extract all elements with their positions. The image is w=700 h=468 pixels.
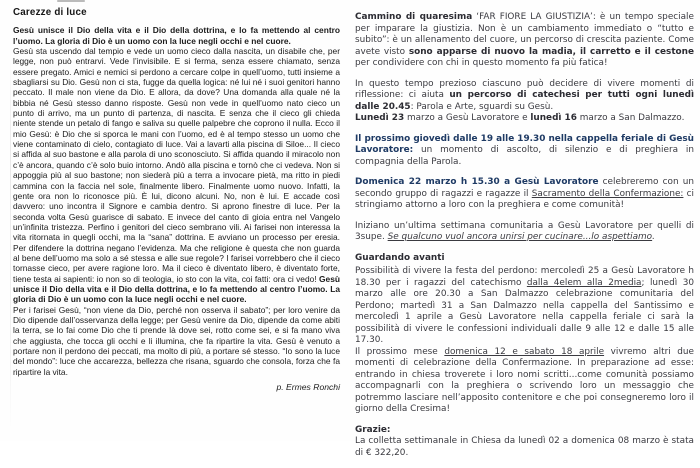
body-paragraph [13, 46, 340, 305]
left-column-article [13, 8, 340, 392]
confermazione-paragraph [355, 177, 694, 212]
text-run: lunedì 16 [530, 113, 577, 123]
right-column-announcements [355, 12, 694, 468]
text-run: In questo tempo prezioso ciascuno può decidere di vivere momenti di riflessione: ci aiuta [355, 78, 694, 100]
article-signature: p. Ermes Ronchi [276, 382, 340, 393]
text-run: Domenica 22 marzo h 15.30 a Gesù Lavoratore [355, 177, 599, 187]
article-body [13, 25, 340, 377]
text-run: Cammino di quaresima [355, 12, 473, 22]
giovedi-cappella-paragraph [355, 134, 694, 169]
text-run: marzo a San Dalmazzo. [576, 113, 685, 123]
text-run: : Parola e Arte, sguardi su Gesù. [410, 101, 554, 112]
text-run: Lunedì 23 [355, 113, 405, 123]
text-run: Il prossimo giovedì dalle 19 alle 19.30 nella cappella feriale di Gesù Lavoratore: [355, 133, 694, 155]
text-run: Gesù sta uscendo dal tempio e vede un uomo cieco dalla nascita, un disabile che, per legge, non può entrarvi. Vede l’invisibile. E si ferma, senza essere chiamato, senza essere pregato. Amici e nemici si perdono a cercare colpe in quell’uomo, tutti insieme a sbagliarsi su Dio. Gesù non ci sta, fugge da quella logica: né lui né i suoi genitori hanno peccato. Il male non viene da Dio. E allora, da dove? Una domanda alla quale né la bibbia né Gesù stesso danno risposte. Gesù non vede in quell’uomo nato cieco un punto di arrivo, ma un punto di partenza, di nascita. E senza che il cieco gli chieda niente stende un petalo di fango e saliva su quelle palpebre che coprono il nulla. Ecco il mio Gesù: è Dio che si sporca le mani con l’uomo, ed è al tempo stesso un uomo che viene contaminato di cielo, contagiato di luce. Vai a lavarti alla piscina di Siloe... Il cieco si affida al suo bastone e alla parola di uno sconosciuto. Si affida quando il miracolo non c’è ancora, quando c’è solo buio intorno. Andò alla piscina e tornò che ci vedeva. Non si appoggia più al suo bastone; non siederà più a terra a invocare pietà, ma ritto in piedi cammina con la faccia nel sole, finalmente libero. Finalmente uomo nuovo. Infatti, la gente ora non lo riconosce più. È lui, dicono alcuni. No, non è lui. E accade così davvero: uno incontra il Signore e cambia dentro. Si aprono finestre di luce. Per la seconda volta Gesù guarisce di sabato. E invece del canto di gioia entra nel Vangelo un’infinita tristezza. Perfino i genitori del cieco sembrano vili. Ai farisei non interessa la vita ritornata in quegli occhi, ma la “sana” dottrina. E avviano un processo per eresia. Per difendere la dottrina negano l’evidenza. Ma che religione è questa che non guarda al bene dell’uomo ma solo a sé stessa e alle sue regole? I farisei vorrebbero che il cieco tornasse cieco, per avere ragione loro. Ma il cieco è diventato libero, è diventato forte, tiene testa ai sapienti: io non so di teologia, io sto con la vita, coi fatti: ora ci vedo! [13, 46, 340, 284]
text-run: Iniziano un’ultima settimana comunitaria a Gesù Lavoratore per quelli di 3supe. [355, 220, 694, 242]
text-run: per condividere con chi in questo momento fa più fatica! [355, 58, 608, 68]
lead-bold-paragraph [13, 25, 340, 46]
scan-smudge-artifact [57, 0, 85, 2]
article-title: Carezze di luce [13, 7, 87, 18]
text-run: Sacramento della Confermazione: [531, 188, 684, 199]
text-run: un percorso di catechesi per tutti ogni lunedì dalle 20.45 [355, 90, 695, 112]
festa-del-perdono-paragraph [355, 266, 694, 416]
text-run: domenica 12 e sabato 18 aprile [444, 346, 605, 357]
text-run: Il prossimo mese [355, 346, 445, 357]
cammino-di-quaresima-paragraph [355, 12, 694, 70]
text-run: Guardando avanti [355, 252, 445, 263]
text-run: ‘FAR FIORE LA GIUSTIZIA’: è un tempo speciale per imparare la giustizia. Non è un cambiamento immediato o “tutto e subito”: è un allenamento del cuore, un percorso di crescita paziente. Come avete visto [355, 12, 694, 57]
text-run: Gesù unisce il Dio della vita e il Dio della dottrina, e lo fa mettendo al centro l’uomo. La gloria di Dio è un uomo con la luce negli occhi e nel cuore. [13, 25, 340, 46]
text-run: . [652, 232, 655, 242]
text-run: dalla 4elem alla 2media [526, 277, 642, 288]
closing-paragraph [13, 305, 340, 377]
text-run: un momento di ascolto, di silenzio e di preghiera in compagnia della Parola. [355, 145, 694, 167]
text-run: Grazie: [355, 424, 391, 435]
scan-fold-line [10, 55, 11, 435]
text-run: ci stringiamo attorno a loro con la preghiera e come comunità! [355, 188, 695, 210]
guardando-avanti-heading [355, 253, 694, 265]
text-run: La colletta settimanale in Chiesa da lunedì 02 a domenica 08 marzo è stata di € 322,20. [355, 436, 694, 458]
text-run: ; lunedì 30 marzo alle ore 20.30 a San Dalmazzo celebrazione comunitaria del Perdono; martedì 31 a San Dalmazzo nella cappella del Santissimo e mercoledì 1 aprile a Gesù Lavoratore nella cappella feriale ci sarà la possibilità di vivere le confessioni individuali dalle 9 alle 12 e dalle 15 alle 17.30. [355, 277, 694, 345]
announcements-body [355, 12, 694, 459]
text-run: Se qualcuno vuol ancora unirsi per cucinare...lo aspettiamo [387, 232, 653, 242]
text-run: Per i farisei Gesù, “non viene da Dio, perché non osserva il sabato”; per loro venire da Dio dipende dall’osservanza della legge; per Gesù venire da Dio, dipende da come abiti la terra, se lo fai come Dio che ti prende là dove sei, rotto come sei, e si fa mano viva che aggiusta, che tocca gli occhi e li illumina, che fa ripartire la vita. Gesù è venuto a portare non il perdono dei peccati, ma molto di più, a portare sé stesso. “Io sono la luce del mondo”: luce che accarezza, bellezza che risana, sguardo che consola, forza che fa ripartire la vita. [13, 304, 340, 377]
text-run: sono apparse di nuovo la madia, il carretto e il cestone [408, 46, 694, 57]
percorso-catechesi-paragraph [355, 79, 694, 125]
text-run: marzo a Gesù Lavoratore e [404, 113, 531, 123]
text-run: Possibilità di vivere la festa del perdono: mercoledì 25 a Gesù Lavoratore h 18.30 per i ragazzi del catechismo [355, 266, 694, 288]
grazie-colletta-paragraph [355, 425, 694, 460]
settimana-comunitaria-paragraph [355, 221, 694, 244]
text-run: vivremo altri due momenti di celebrazione della Confermazione. In preparazione ad esse: entrando in chiesa troverete i loro nomi scritti...come comunità possiamo accompagnarli con la preghiera o scrivendo loro un messaggio che potremmo lasciare nell’apposito contenitore e che poi consegneremo loro il giorno della Cresima! [355, 346, 694, 414]
text-run: Gesù unisce il Dio della vita e il Dio della dottrina, e lo fa mettendo al centro l’uomo. La gloria di Dio è un uomo con la luce negli occhi e nel cuore. [13, 273, 340, 305]
text-run: celebreremo con un secondo gruppo di ragazzi e ragazze il [355, 177, 694, 199]
